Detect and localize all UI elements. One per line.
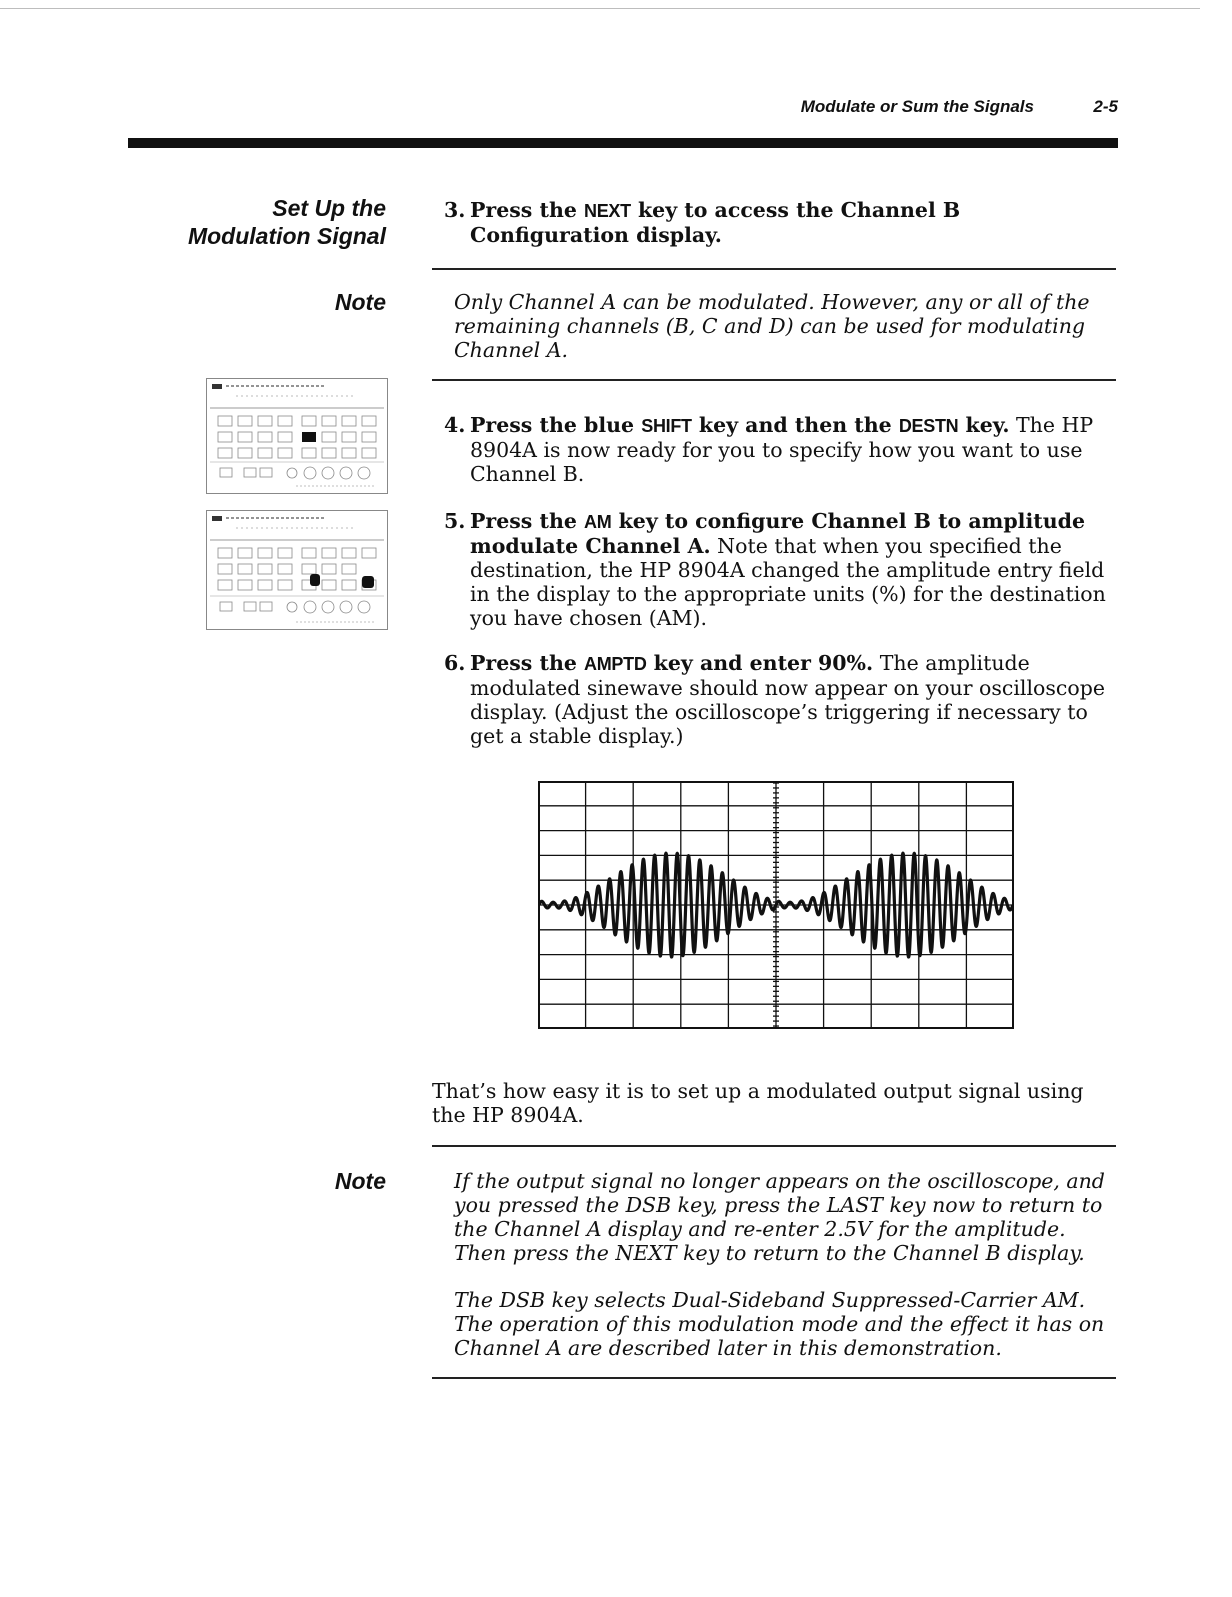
section-heading-line-2: Modulation Signal (187, 223, 386, 249)
note-1-bottom-rule (432, 379, 1116, 381)
step-3-text-b: key to access the Channel B Configuration display. (470, 198, 961, 247)
header-rule (128, 138, 1118, 148)
keypad-illustration-am-amptd (206, 510, 388, 630)
step-6-text-b: key and enter 90%. (646, 651, 874, 675)
note-1-text: Only Channel A can be modulated. However, any or all of the remaining channels (B, C and D) can be used for modulating Channel A. (454, 290, 1090, 362)
step-6-text-rest: The amplitude modulated sinewave should now appear on your oscilloscope display. (Adjust the oscilloscope’s triggering if necessary to get a stable display.) (470, 651, 1105, 748)
step-4-text-b: key and then the (691, 413, 899, 437)
note-2-paragraph-2: The DSB key selects Dual-Sideband Suppressed-Carrier AM. The operation of this modulation mode and the effect it has on Channel A are described later in this demonstration. (454, 1288, 1105, 1360)
am-key-label: AM (584, 512, 612, 532)
step-4-text-c: key. (958, 413, 1010, 437)
running-header-title: Modulate or Sum the Signals (800, 97, 1034, 116)
note-2-paragraph-1: If the output signal no longer appears on the oscilloscope, and you pressed the DSB key, press the LAST key now to return to the Channel A display and re-enter 2.5V for the amplitude. Then press the NEXT key to return to the Channel B display. (454, 1169, 1105, 1265)
step-5 (444, 509, 1116, 630)
step-5-text-a: Press the (470, 509, 585, 533)
note-2-bottom-rule (432, 1377, 1116, 1379)
section-heading (188, 194, 386, 250)
step-6-text-a: Press the (470, 651, 585, 675)
note-1-top-rule (432, 268, 1116, 270)
top-edge-line (0, 8, 1200, 9)
step-6-number: 6. (444, 651, 466, 675)
page-number: 2-5 (1093, 97, 1118, 116)
step-3 (444, 198, 1116, 247)
note-2-top-rule (432, 1145, 1116, 1147)
next-key-label: NEXT (584, 201, 631, 221)
amptd-key-label: AMPTD (584, 654, 647, 674)
note-label-2: Note (334, 1168, 386, 1194)
step-6 (444, 651, 1116, 748)
step-4-number: 4. (444, 413, 466, 437)
step-4-text-a: Press the blue (470, 413, 642, 437)
keypad-illustration-shift-destn (206, 378, 388, 494)
section-heading-line-1: Set Up the (272, 195, 386, 221)
step-3-text-a: Press the (470, 198, 585, 222)
note-label-1: Note (334, 289, 386, 315)
step-5-number: 5. (444, 509, 466, 533)
step-4 (444, 413, 1116, 486)
shift-key-label: SHIFT (641, 416, 692, 436)
destn-key-label: DESTN (898, 416, 959, 436)
step-4-text-rest: The HP 8904A is now ready for you to specify how you want to use Channel B. (470, 413, 1094, 486)
step-5-text-b: key to configure Channel B to amplitude modulate Channel A. (470, 509, 1085, 558)
summary-paragraph: That’s how easy it is to set up a modulated output signal using the HP 8904A. (432, 1079, 1084, 1127)
step-3-number: 3. (444, 198, 466, 222)
step-5-text-rest: Note that when you specified the destination, the HP 8904A changed the amplitude entry field in the display to the appropriate units (%) for the destination you have chosen (AM). (470, 534, 1106, 630)
oscilloscope-display-figure (538, 781, 1014, 1029)
